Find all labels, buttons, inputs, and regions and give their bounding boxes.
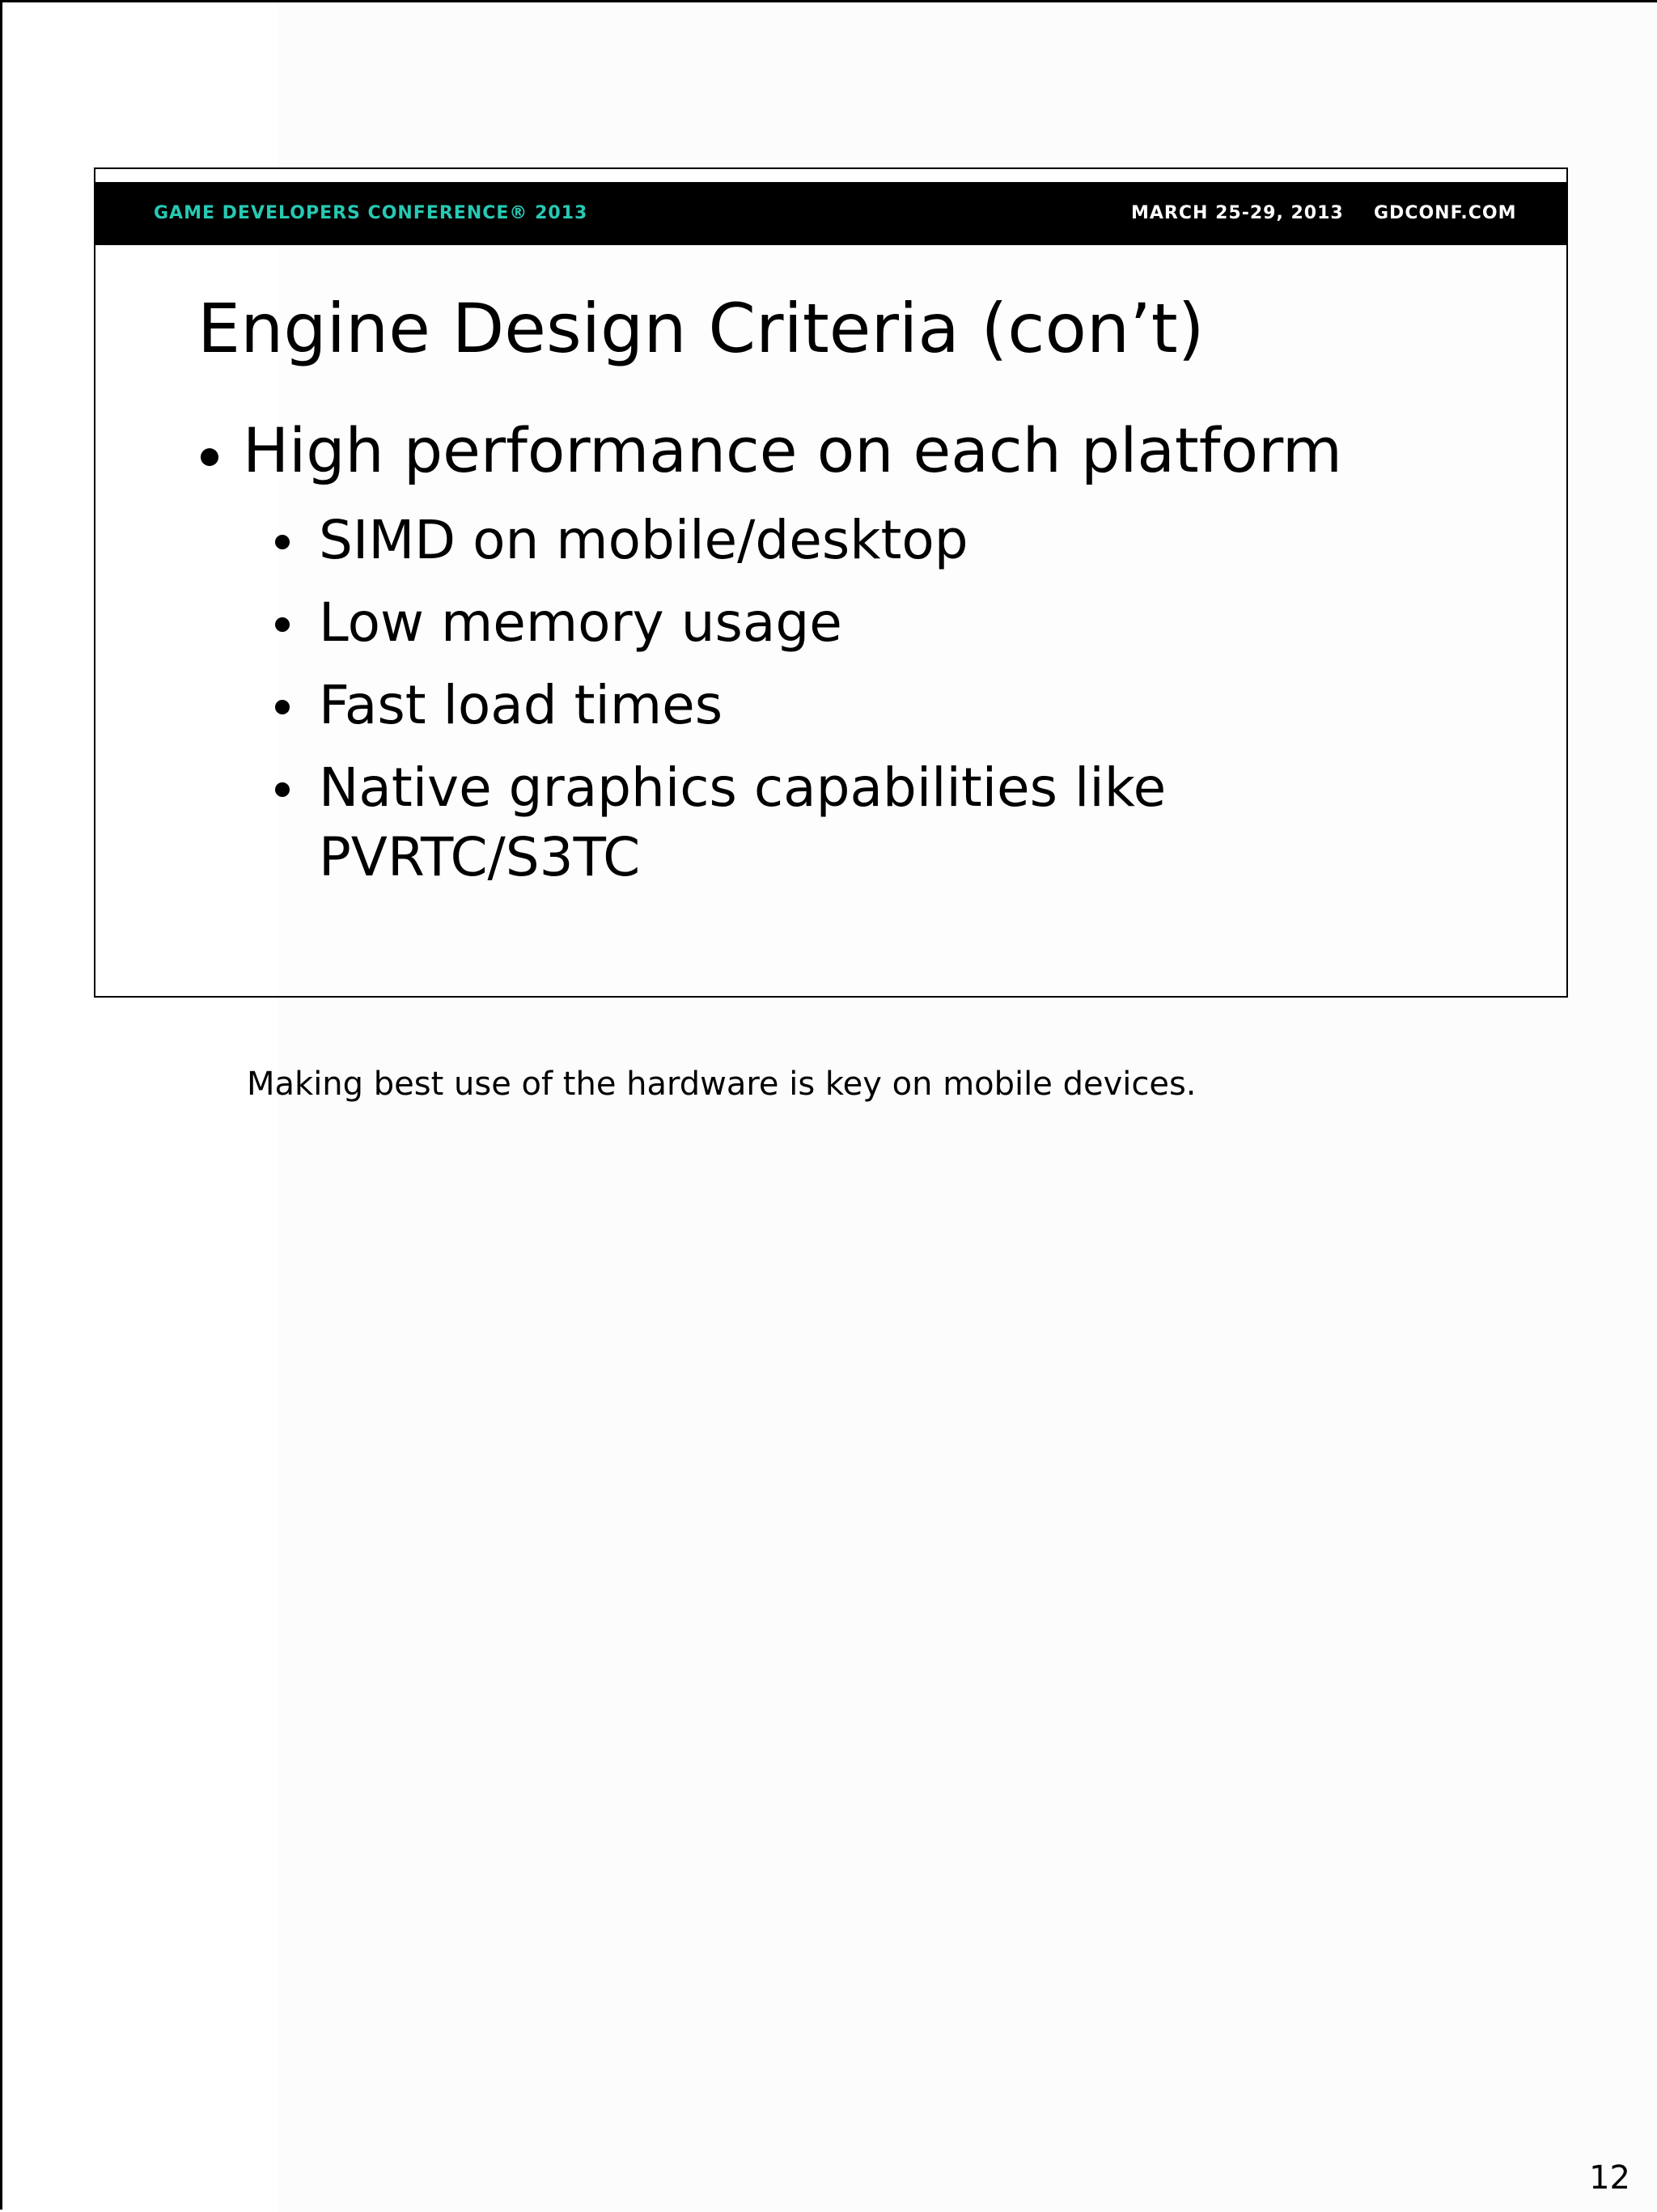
sub-bullet-list (197, 506, 1371, 892)
page-number: 12 (1589, 2159, 1630, 2197)
bullet-list (197, 414, 1371, 905)
conference-name: GAME DEVELOPERS CONFERENCE® 2013 (154, 203, 588, 223)
bullet-text: High performance on each platform (197, 420, 1371, 481)
slide-header-banner (95, 182, 1566, 245)
sub-bullet-item: Low memory usage (197, 588, 1371, 658)
sub-bullet-item: Native graphics capabilities like PVRTC/S3TC (197, 753, 1241, 892)
sub-bullet-item: Fast load times (197, 671, 1371, 740)
sub-bullet-item: SIMD on mobile/desktop (197, 506, 1371, 575)
conference-website: GDCONF.COM (1374, 203, 1517, 223)
slide-thumbnail (94, 167, 1568, 998)
speaker-notes: Making best use of the hardware is key on mobile devices. (247, 1066, 1197, 1103)
conference-dates: MARCH 25-29, 2013 (1131, 203, 1344, 223)
slide-title: Engine Design Criteria (con’t) (197, 289, 1205, 368)
list-item (197, 414, 1371, 892)
